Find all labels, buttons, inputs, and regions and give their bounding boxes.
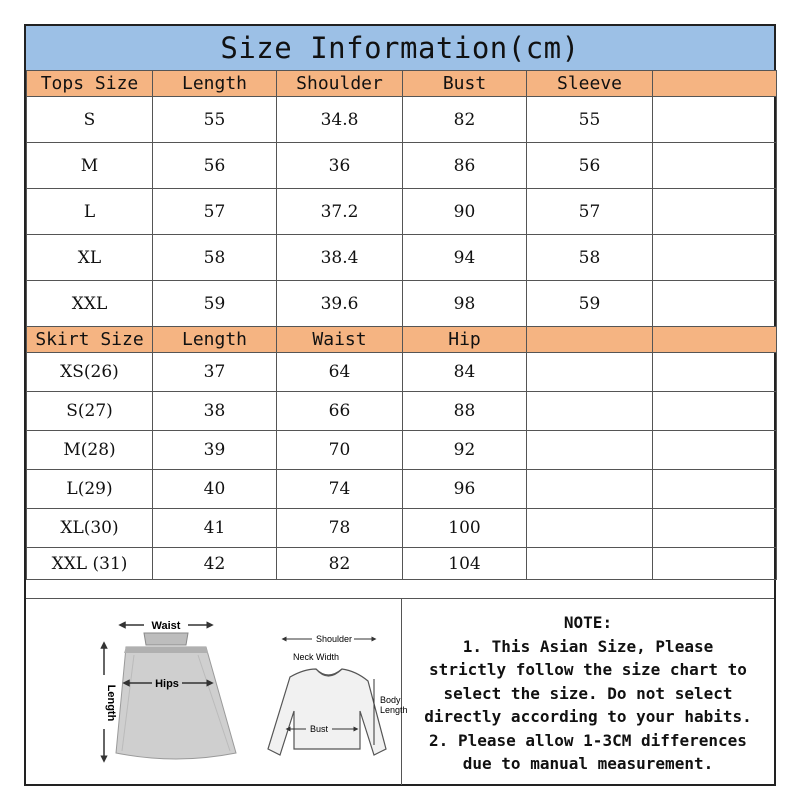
header-cell bbox=[527, 327, 653, 353]
value-cell: 88 bbox=[403, 392, 527, 431]
note-heading: NOTE: bbox=[563, 613, 613, 632]
value-cell: 41 bbox=[153, 509, 277, 548]
value-cell bbox=[653, 392, 777, 431]
table-row bbox=[27, 548, 777, 580]
note-line: directly according to your habits. bbox=[424, 707, 752, 726]
value-cell bbox=[653, 143, 777, 189]
value-cell: 84 bbox=[403, 353, 527, 392]
header-cell: Waist bbox=[277, 327, 403, 353]
table-row bbox=[27, 97, 777, 143]
shoulder-label: Shoulder bbox=[315, 634, 353, 644]
note-line: due to manual measurement. bbox=[462, 754, 714, 773]
value-cell bbox=[653, 470, 777, 509]
value-cell: 55 bbox=[527, 97, 653, 143]
value-cell bbox=[527, 470, 653, 509]
value-cell: 34.8 bbox=[277, 97, 403, 143]
value-cell bbox=[527, 353, 653, 392]
value-cell: 38.4 bbox=[277, 235, 403, 281]
size-cell: M(28) bbox=[27, 431, 153, 470]
header-cell: Length bbox=[153, 327, 277, 353]
value-cell: 57 bbox=[153, 189, 277, 235]
value-cell: 98 bbox=[403, 281, 527, 327]
header-cell: Bust bbox=[403, 71, 527, 97]
header-cell: Shoulder bbox=[277, 71, 403, 97]
hips-label: Hips bbox=[155, 678, 179, 690]
value-cell: 74 bbox=[277, 470, 403, 509]
table-row bbox=[27, 470, 777, 509]
value-cell bbox=[653, 97, 777, 143]
value-cell: 82 bbox=[403, 97, 527, 143]
value-cell bbox=[527, 431, 653, 470]
value-cell: 90 bbox=[403, 189, 527, 235]
size-cell: XL(30) bbox=[27, 509, 153, 548]
value-cell: 36 bbox=[277, 143, 403, 189]
size-cell: XXL (31) bbox=[27, 548, 153, 580]
value-cell: 64 bbox=[277, 353, 403, 392]
value-cell: 104 bbox=[403, 548, 527, 580]
table-row bbox=[27, 431, 777, 470]
length-label: Length bbox=[105, 684, 117, 722]
table-row bbox=[27, 353, 777, 392]
value-cell: 94 bbox=[403, 235, 527, 281]
value-cell bbox=[527, 392, 653, 431]
value-cell: 59 bbox=[527, 281, 653, 327]
skirt-header-row bbox=[27, 327, 777, 353]
value-cell: 38 bbox=[153, 392, 277, 431]
value-cell bbox=[653, 548, 777, 580]
value-cell bbox=[653, 189, 777, 235]
value-cell: 40 bbox=[153, 470, 277, 509]
value-cell: 92 bbox=[403, 431, 527, 470]
top-illustration bbox=[268, 669, 386, 755]
size-table bbox=[26, 70, 777, 580]
chart-title: Size Information(cm) bbox=[26, 26, 774, 71]
value-cell: 70 bbox=[277, 431, 403, 470]
size-cell: S(27) bbox=[27, 392, 153, 431]
measurement-diagram-svg bbox=[26, 599, 408, 785]
size-cell: M bbox=[27, 143, 153, 189]
note-line: strictly follow the size chart to bbox=[429, 660, 747, 679]
size-cell: L(29) bbox=[27, 470, 153, 509]
value-cell: 59 bbox=[153, 281, 277, 327]
table-row bbox=[27, 235, 777, 281]
value-cell: 86 bbox=[403, 143, 527, 189]
value-cell: 82 bbox=[277, 548, 403, 580]
value-cell bbox=[653, 353, 777, 392]
header-cell: Hip bbox=[403, 327, 527, 353]
header-cell bbox=[653, 71, 777, 97]
value-cell bbox=[653, 235, 777, 281]
header-cell: Length bbox=[153, 71, 277, 97]
tops-header-row bbox=[27, 71, 777, 97]
value-cell: 39.6 bbox=[277, 281, 403, 327]
header-cell: Sleeve bbox=[527, 71, 653, 97]
value-cell: 100 bbox=[403, 509, 527, 548]
body-length-label: Body bbox=[380, 695, 401, 705]
size-cell: XXL bbox=[27, 281, 153, 327]
value-cell bbox=[653, 281, 777, 327]
header-cell: Skirt Size bbox=[27, 327, 153, 353]
table-row bbox=[27, 509, 777, 548]
size-cell: L bbox=[27, 189, 153, 235]
value-cell: 58 bbox=[153, 235, 277, 281]
table-row bbox=[27, 392, 777, 431]
note-panel bbox=[402, 599, 774, 785]
value-cell: 56 bbox=[527, 143, 653, 189]
value-cell: 58 bbox=[527, 235, 653, 281]
value-cell bbox=[653, 431, 777, 470]
value-cell: 96 bbox=[403, 470, 527, 509]
table-row bbox=[27, 143, 777, 189]
value-cell: 56 bbox=[153, 143, 277, 189]
bottom-section bbox=[26, 598, 774, 785]
table-row bbox=[27, 281, 777, 327]
size-cell: S bbox=[27, 97, 153, 143]
header-cell bbox=[653, 327, 777, 353]
note-line: 1. This Asian Size, Please bbox=[462, 636, 714, 656]
value-cell bbox=[527, 509, 653, 548]
value-cell: 57 bbox=[527, 189, 653, 235]
value-cell bbox=[527, 548, 653, 580]
note-line: 2. Please allow 1-3CM differences bbox=[429, 730, 747, 750]
skirt-illustration bbox=[116, 633, 236, 759]
size-chart bbox=[24, 24, 776, 786]
size-cell: XL bbox=[27, 235, 153, 281]
header-cell: Tops Size bbox=[27, 71, 153, 97]
measurement-diagram bbox=[26, 599, 408, 785]
value-cell: 37.2 bbox=[277, 189, 403, 235]
note-line: select the size. Do not select bbox=[443, 683, 733, 703]
value-cell bbox=[653, 509, 777, 548]
value-cell: 39 bbox=[153, 431, 277, 470]
table-row bbox=[27, 189, 777, 235]
value-cell: 66 bbox=[277, 392, 403, 431]
waist-label: Waist bbox=[151, 620, 181, 632]
neck-width-label: Neck Width bbox=[292, 652, 340, 662]
bust-label: Bust bbox=[309, 724, 329, 734]
size-cell: XS(26) bbox=[27, 353, 153, 392]
value-cell: 55 bbox=[153, 97, 277, 143]
body-length-label: Length bbox=[380, 705, 408, 715]
value-cell: 42 bbox=[153, 548, 277, 580]
value-cell: 37 bbox=[153, 353, 277, 392]
value-cell: 78 bbox=[277, 509, 403, 548]
